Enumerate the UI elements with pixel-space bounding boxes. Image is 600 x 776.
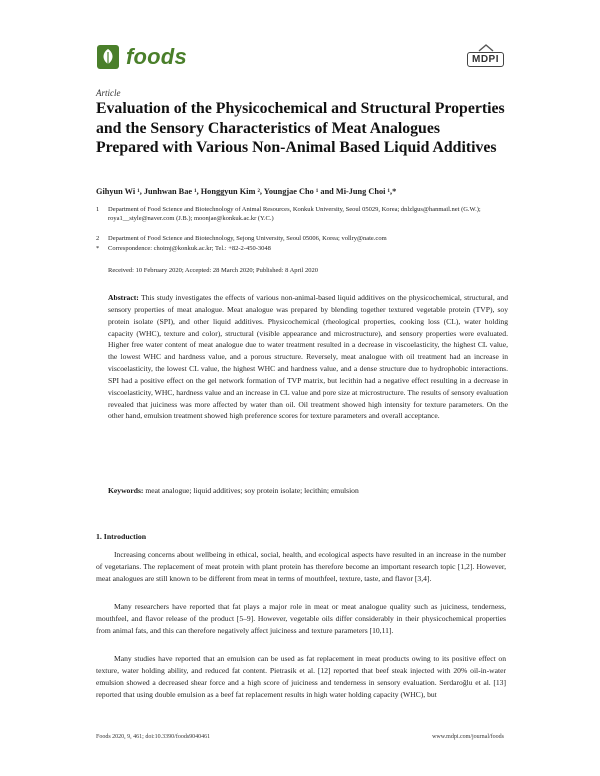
section-heading: 1. Introduction <box>96 532 147 541</box>
foods-leaf-icon <box>96 44 120 70</box>
mdpi-mark-icon <box>478 44 494 52</box>
correspondence <box>96 245 508 254</box>
paragraph-1: Increasing concerns about wellbeing in ethical, social, health, and ecological aspects have resulted in an increase in the number of vegetarians. The replacement of meat protein with plant protein has therefore become an important research topic [1,2]. However, meat analogues are still known to be different from meat in terms of mouthfeel, texture, taste, and flavor [3,4]. <box>96 550 506 584</box>
footer-url[interactable]: www.mdpi.com/journal/foods <box>432 734 504 740</box>
paragraph-3: Many studies have reported that an emulsion can be used as fat replacement in meat products owing to its positive effect on texture, water holding ability, and reduced fat content. Pietrasik et al. [12] reported that beef steak injected with 20% oil-in-water emulsion showed a decreased shear force and a high score of juiciness and tenderness in sensory evaluation. Serdaroğlu et al. [13] reported that using double emulsion as a beef fat replacement results in high water holding capacity (WHC), but <box>96 654 506 700</box>
abstract-label: Abstract: <box>108 293 139 302</box>
affiliation-number: * <box>96 245 100 252</box>
keywords-label: Keywords: <box>108 486 144 495</box>
affiliation-text: Department of Food Science and Biotechnology of Animal Resources, Konkuk University, Seoul 05029, Korea; dnlzlgus@hanmail.net (G.W.); roya1__style@naver.com (J.B.); moonjae@konkuk.ac.kr (Y.C.) <box>108 206 481 222</box>
paragraph-2: Many researchers have reported that fat plays a major role in meat or meat analogue quality such as juiciness, tenderness, mouthfeel, and flavor release of the product [5–9]. However, vegetable oils differ considerably in their physicochemical properties from animal fats, and this can therefore negatively affect juiciness and texture parameters [10,11]. <box>96 602 506 636</box>
article-title: Evaluation of the Physicochemical and Structural Properties and the Sensory Characteristics of Meat Analogues Prepared with Various Non-Animal Based Liquid Additives <box>96 100 505 157</box>
affiliation-text: Department of Food Science and Biotechnology, Sejong University, Seoul 05006, Korea; vollry@nate.com <box>108 235 387 242</box>
affiliation-number: 1 <box>96 206 100 213</box>
keywords-text: meat analogue; liquid additives; soy protein isolate; lecithin; emulsion <box>145 486 359 495</box>
publisher-name: MDPI <box>467 52 504 67</box>
article-type: Article <box>96 88 121 98</box>
affiliation-2 <box>96 235 508 244</box>
journal-logo <box>96 44 187 70</box>
footer-citation: Foods 2020, 9, 461; doi:10.3390/foods9040461 <box>96 734 211 740</box>
affiliation-number: 2 <box>96 235 100 242</box>
abstract <box>108 292 508 422</box>
affiliation-text: Correspondence: choimj@konkuk.ac.kr; Tel.: +82-2-450-3048 <box>108 245 271 252</box>
publication-dates: Received: 10 February 2020; Accepted: 28 March 2020; Published: 8 April 2020 <box>108 267 318 274</box>
affiliation-1 <box>96 206 508 224</box>
publisher-logo <box>467 44 504 67</box>
abstract-text: This study investigates the effects of various non-animal-based liquid additives on the physicochemical, structural, and sensory properties of meat analogue. Meat analogue was prepared by blending together textured vegetable protein (TVP), soy protein isolate (SPI), and other liquid additives. Physicochemical (rheological properties, cooking loss (CL), water holding capacity (WHC), texture and color), structural (visible appearance and microstructure), and sensory properties were evaluated. Higher free water content of meat analogue due to water treatment resulted in a decrease in viscoelasticity, the highest CL value, the lowest WHC and hardness value, and a porous structure. Reversely, meat analogue with oil treatment had an increase in viscoelasticity, the lowest CL value, the highest WHC and hardness value, and a dense structure due to hydrophobic interactions. SPI had a positive effect on the gel network formation of TVP matrix, but lecithin had a negative effect resulting in a decrease in viscoelasticity, WHC, hardness value and an increase in CL value and pore size at microstructure. The results of sensory evaluation revealed that juiciness was more affected by water than oil. Oil treatment showed high intensity for texture parameters. On the other hand, emulsion treatment showed high preference scores for texture parameters and overall acceptance. <box>108 293 508 421</box>
keywords <box>108 486 508 495</box>
journal-name: foods <box>126 44 187 69</box>
author-list: Gihyun Wi ¹, Junhwan Bae ¹, Honggyun Kim ², Youngjae Cho ¹ and Mi-Jung Choi ¹,* <box>96 187 397 196</box>
